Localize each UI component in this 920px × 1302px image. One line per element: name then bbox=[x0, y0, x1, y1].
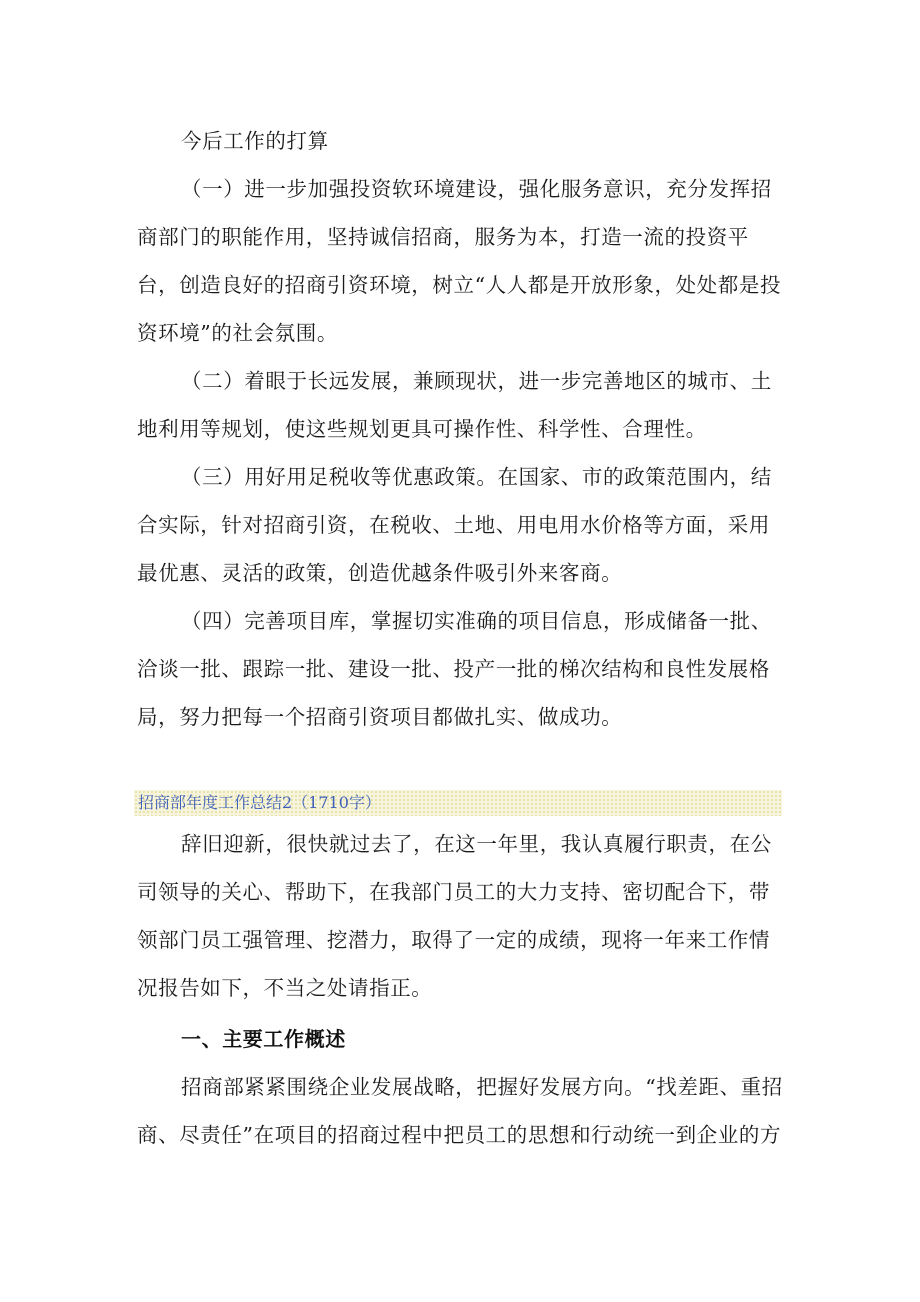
paragraph-plan-4: （四）完善项目库，掌握切实准确的项目信息，形成储备一批、洽谈一批、跟踪一批、建设一批、投产一批的梯次结构和良性发展格局，努力把每一个招商引资项目都做扎实、做成功。 bbox=[137, 609, 772, 729]
paragraph-plan-3: （三）用好用足税收等优惠政策。在国家、市的政策范围内，结合实际，针对招商引资，在税收、土地、用电用水价格等方面，采用最优惠、灵活的政策，创造优越条件吸引外来客商。 bbox=[137, 465, 772, 585]
paragraph-plan-1: （一）进一步加强投资软环境建设，强化服务意识，充分发挥招商部门的职能作用，坚持诚信招商，服务为本，打造一流的投资平台，创造良好的招商引资环境，树立“人人都是开放形象，处处都是投资环境”的社会氛围。 bbox=[137, 177, 782, 345]
section-title-link[interactable]: 招商部年度工作总结2（1710字） bbox=[134, 790, 782, 816]
paragraph-section-intro: 辞旧迎新，很快就过去了，在这一年里，我认真履行职责，在公司领导的关心、帮助下，在我部门员工的大力支持、密切配合下，带领部门员工强管理、挖潜力，取得了一定的成绩，现将一年来工作情况报告如下，不当之处请指正。 bbox=[137, 832, 772, 1000]
paragraph-plan-2: （二）着眼于长远发展，兼顾现状，进一步完善地区的城市、土地利用等规划，使这些规划更具可操作性、科学性、合理性。 bbox=[137, 369, 772, 441]
paragraph-heading-plans: 今后工作的打算 bbox=[181, 129, 329, 153]
subheading-main-work: 一、主要工作概述 bbox=[181, 1027, 346, 1051]
paragraph-main-work: 招商部紧紧围绕企业发展战略，把握好发展方向。“找差距、重招商、尽责任”在项目的招商过程中把员工的思想和行动统一到企业的方 bbox=[137, 1075, 783, 1147]
